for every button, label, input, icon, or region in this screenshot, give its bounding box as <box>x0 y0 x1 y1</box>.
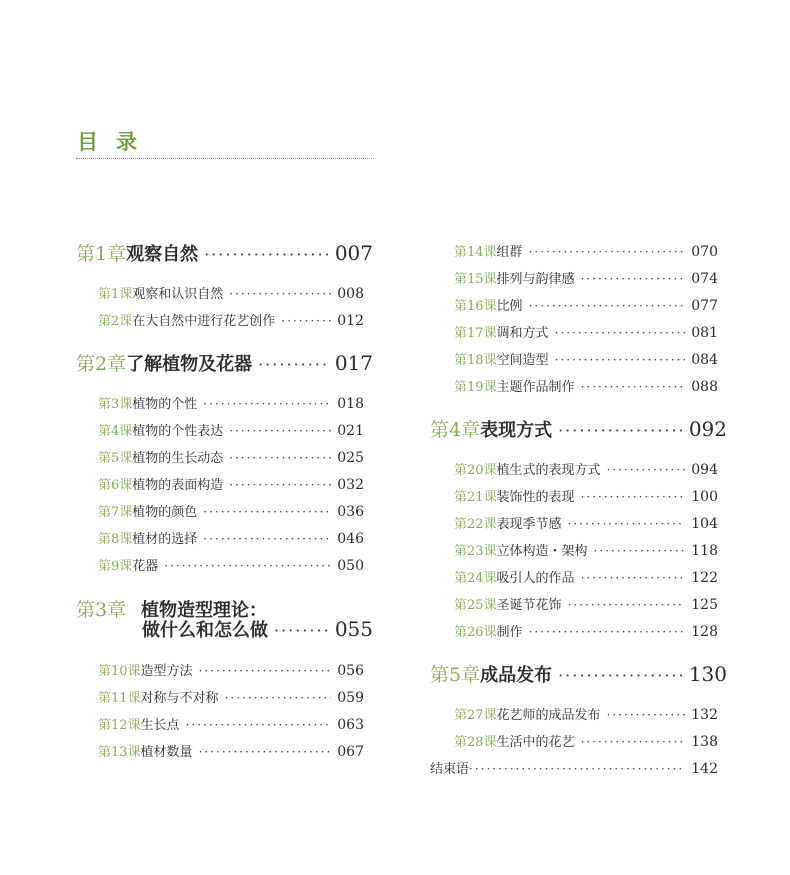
chapter-number: 第5章 <box>430 664 481 686</box>
lesson-number: 第4课 <box>98 424 133 439</box>
page-number: 032 <box>337 477 364 493</box>
lesson-number: 第21课 <box>454 490 497 505</box>
toc-lesson-20[interactable] <box>454 459 718 478</box>
dot-leader <box>469 762 685 776</box>
lesson-number: 第25课 <box>454 598 497 613</box>
toc-lesson-8[interactable] <box>98 528 364 547</box>
dot-leader <box>558 666 683 685</box>
lesson-number: 第11课 <box>98 691 141 706</box>
lesson-title: 调和方式 <box>496 326 549 341</box>
lesson-number: 第6课 <box>98 478 133 493</box>
page-number: 094 <box>691 462 718 478</box>
lesson-number: 第20课 <box>454 463 497 478</box>
lesson-title: 在大自然中进行花艺创作 <box>132 314 276 329</box>
lesson-title: 主题作品制作 <box>496 380 575 395</box>
lesson-number: 第5课 <box>98 451 133 466</box>
dot-leader <box>555 326 686 340</box>
chapter-title-line-2: 做什么和怎么做 <box>142 620 268 641</box>
dot-leader <box>529 299 686 313</box>
page-number: 088 <box>691 379 718 395</box>
lesson-number: 第28课 <box>454 735 497 750</box>
chapter-number: 第2章 <box>76 353 127 375</box>
lesson-title: 吸引人的作品 <box>496 571 575 586</box>
dot-leader <box>204 245 329 264</box>
toc-chapter-4[interactable] <box>430 415 727 442</box>
lesson-title: 花艺师的成品发布 <box>496 708 601 723</box>
toc-lesson-9[interactable] <box>98 555 364 574</box>
page-number: 050 <box>337 558 364 574</box>
lesson-number: 第13课 <box>98 745 141 760</box>
lesson-number: 第15课 <box>454 272 497 287</box>
lesson-title: 表现季节感 <box>496 517 562 532</box>
dot-leader <box>164 559 331 573</box>
lesson-number: 第18课 <box>454 353 497 368</box>
lesson-number: 第14课 <box>454 245 497 260</box>
lesson-title: 生长点 <box>140 718 180 733</box>
lesson-number: 第7课 <box>98 505 133 520</box>
page-number: 055 <box>334 617 373 641</box>
toc-lesson-25[interactable] <box>454 594 718 613</box>
toc-lesson-16[interactable] <box>454 295 718 314</box>
epilogue-title: 结束语 <box>430 762 470 777</box>
lesson-number: 第3课 <box>98 397 133 412</box>
lesson-number: 第17课 <box>454 326 497 341</box>
lesson-number: 第9课 <box>98 559 133 574</box>
lesson-title: 花器 <box>132 559 159 574</box>
toc-lesson-2[interactable] <box>98 310 364 329</box>
lesson-number: 第23课 <box>454 544 497 559</box>
lesson-number: 第19课 <box>454 380 497 395</box>
lesson-title: 植物的生长动态 <box>132 451 224 466</box>
page-number: 007 <box>334 241 373 265</box>
page-number: 125 <box>691 597 718 613</box>
page-number: 063 <box>337 717 364 733</box>
toc-lesson-11[interactable] <box>98 687 364 706</box>
toc-chapter-5[interactable] <box>430 660 727 687</box>
lesson-number: 第27课 <box>454 708 497 723</box>
lesson-title: 植材数量 <box>140 745 193 760</box>
page-number: 130 <box>688 662 727 686</box>
toc-lesson-7[interactable] <box>98 501 364 520</box>
toc-chapter-1[interactable] <box>76 239 373 266</box>
lesson-title: 对称与不对称 <box>140 691 219 706</box>
page-number: 056 <box>337 663 364 679</box>
dot-leader <box>186 718 332 732</box>
page-number: 008 <box>337 286 364 302</box>
dot-leader <box>529 625 686 639</box>
dot-leader <box>229 287 331 301</box>
lesson-title: 植物的个性 <box>132 397 198 412</box>
page-number: 017 <box>334 351 373 375</box>
lesson-title: 组群 <box>496 245 523 260</box>
dot-leader <box>607 463 686 477</box>
toc-lesson-23[interactable] <box>454 540 718 559</box>
lesson-number: 第22课 <box>454 517 497 532</box>
dot-leader <box>229 424 331 438</box>
page-number: 025 <box>337 450 364 466</box>
lesson-title: 造型方法 <box>140 664 193 679</box>
toc-lesson-27[interactable] <box>454 704 718 723</box>
lesson-title: 制作 <box>496 625 523 640</box>
heading-dotted-rule <box>76 158 374 159</box>
dot-leader <box>229 451 331 465</box>
dot-leader <box>555 353 686 367</box>
chapter-title-line-1: 植物造型理论： <box>141 600 267 621</box>
toc-lesson-26[interactable] <box>454 621 718 640</box>
dot-leader <box>199 745 332 759</box>
dot-leader <box>581 380 686 394</box>
page-heading: 目录 <box>77 129 155 154</box>
dot-leader <box>581 735 686 749</box>
page-number: 092 <box>688 417 727 441</box>
dot-leader <box>607 708 686 722</box>
lesson-number: 第16课 <box>454 299 497 314</box>
lesson-number: 第2课 <box>98 314 133 329</box>
page-number: 012 <box>337 313 364 329</box>
toc-lesson-13[interactable] <box>98 741 364 760</box>
lesson-number: 第8课 <box>98 532 133 547</box>
lesson-title: 植材的选择 <box>132 532 198 547</box>
toc-chapter-3-line-2[interactable] <box>142 616 373 642</box>
page-number: 104 <box>691 516 718 532</box>
toc-lesson-10[interactable] <box>98 660 364 679</box>
dot-leader <box>568 517 686 531</box>
dot-leader <box>229 478 331 492</box>
page-number: 100 <box>691 489 718 505</box>
chapter-title: 了解植物及花器 <box>126 354 253 375</box>
page-number: 128 <box>691 624 718 640</box>
toc-lesson-18[interactable] <box>454 349 718 368</box>
lesson-title: 圣诞节花饰 <box>496 598 562 613</box>
toc-lesson-4[interactable] <box>98 420 364 439</box>
chapter-number: 第1章 <box>76 243 127 265</box>
toc-lesson-6[interactable] <box>98 474 364 493</box>
chapter-title: 观察自然 <box>126 244 199 265</box>
chapter-number: 第4章 <box>430 419 481 441</box>
toc-lesson-14[interactable] <box>454 241 718 260</box>
toc-lesson-22[interactable] <box>454 513 718 532</box>
lesson-title: 植物的表面构造 <box>132 478 224 493</box>
page-number: 142 <box>691 761 718 777</box>
lesson-title: 植生式的表现方式 <box>496 463 601 478</box>
toc-lesson-17[interactable] <box>454 322 718 341</box>
dot-leader <box>581 490 686 504</box>
chapter-title: 表现方式 <box>480 420 553 441</box>
page-number: 070 <box>691 244 718 260</box>
lesson-number: 第1课 <box>98 287 133 302</box>
toc-lesson-19[interactable] <box>454 376 718 395</box>
lesson-title: 生活中的花艺 <box>496 735 575 750</box>
page-number: 021 <box>337 423 364 439</box>
page-number: 067 <box>337 744 364 760</box>
chapter-number: 第3章 <box>76 599 127 621</box>
page-number: 084 <box>691 352 718 368</box>
toc-lesson-15[interactable] <box>454 268 718 287</box>
toc-lesson-12[interactable] <box>98 714 364 733</box>
dot-leader <box>203 505 331 519</box>
lesson-title: 观察和认识自然 <box>132 287 224 302</box>
page-number: 122 <box>691 570 718 586</box>
page-number: 018 <box>337 396 364 412</box>
page-number: 046 <box>337 531 364 547</box>
dot-leader <box>225 691 332 705</box>
page-number: 138 <box>691 734 718 750</box>
dot-leader <box>594 544 686 558</box>
page-number: 036 <box>337 504 364 520</box>
dot-leader <box>581 571 686 585</box>
page-number: 077 <box>691 298 718 314</box>
lesson-title: 排列与韵律感 <box>496 272 575 287</box>
lesson-title: 立体构造・架构 <box>496 544 588 559</box>
dot-leader <box>581 272 686 286</box>
dot-leader <box>281 314 331 328</box>
toc-lesson-3[interactable] <box>98 393 364 412</box>
toc-lesson-28[interactable] <box>454 731 718 750</box>
page-number: 081 <box>691 325 718 341</box>
page-number: 074 <box>691 271 718 287</box>
toc-epilogue[interactable] <box>430 758 718 777</box>
lesson-number: 第12课 <box>98 718 141 733</box>
dot-leader <box>529 245 686 259</box>
dot-leader <box>258 355 329 374</box>
lesson-number: 第24课 <box>454 571 497 586</box>
dot-leader <box>568 598 686 612</box>
page-number: 132 <box>691 707 718 723</box>
toc-chapter-2[interactable] <box>76 349 373 376</box>
toc-lesson-21[interactable] <box>454 486 718 505</box>
lesson-title: 植物的颜色 <box>132 505 198 520</box>
chapter-title: 成品发布 <box>480 665 553 686</box>
dot-leader <box>203 397 331 411</box>
lesson-title: 空间造型 <box>496 353 549 368</box>
dot-leader <box>558 421 683 440</box>
dot-leader <box>199 664 332 678</box>
toc-lesson-1[interactable] <box>98 283 364 302</box>
dot-leader <box>274 621 329 640</box>
toc-lesson-5[interactable] <box>98 447 364 466</box>
page-number: 118 <box>691 543 718 559</box>
lesson-number: 第10课 <box>98 664 141 679</box>
page-number: 059 <box>337 690 364 706</box>
lesson-title: 比例 <box>496 299 523 314</box>
toc-lesson-24[interactable] <box>454 567 718 586</box>
lesson-title: 装饰性的表现 <box>496 490 575 505</box>
lesson-title: 植物的个性表达 <box>132 424 224 439</box>
lesson-number: 第26课 <box>454 625 497 640</box>
dot-leader <box>203 532 331 546</box>
